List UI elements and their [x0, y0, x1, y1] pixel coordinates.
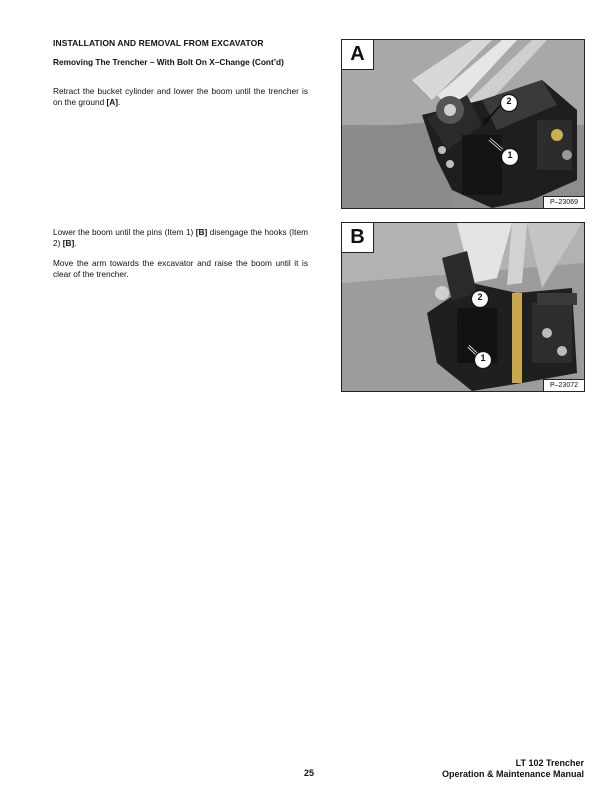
instruction-paragraph-2	[53, 227, 308, 248]
instruction-paragraph-1	[53, 86, 308, 107]
p2-mid: disengage the hooks (Item 2)	[53, 227, 308, 248]
callout-1-label: 1	[480, 353, 486, 363]
p2-figure-ref-2: [B]	[62, 237, 75, 248]
footer-product: LT 102 Trencher	[515, 758, 584, 768]
p2-figure-ref-1: [B]	[195, 227, 208, 237]
p1-end: .	[118, 96, 121, 107]
figure-a-code: P–23069	[543, 196, 584, 208]
callout-1-label: 1	[507, 150, 513, 160]
section-subheading: Removing The Trencher – With Bolt On X–Change (Cont’d)	[53, 57, 284, 67]
figure-a-label: A	[342, 40, 374, 70]
section-heading: INSTALLATION AND REMOVAL FROM EXCAVATOR	[53, 38, 264, 48]
figure-b-code: P–23072	[543, 379, 584, 391]
callout-2-label: 2	[477, 292, 483, 302]
figure-b-photo	[342, 223, 584, 391]
figure-b	[341, 222, 585, 392]
footer-manual: Operation & Maintenance Manual	[441, 769, 584, 779]
p2-text: Lower the boom until the pins (Item 1)	[53, 227, 196, 237]
instruction-paragraph-3: Move the arm towards the excavator and raise the boom until it is clear of the trencher.	[53, 258, 308, 279]
footer-title	[442, 758, 584, 780]
p1-figure-ref: [A]	[106, 96, 119, 107]
figure-b-label: B	[342, 223, 374, 253]
figure-a	[341, 39, 585, 209]
figure-a-photo	[342, 40, 584, 208]
p2-end: .	[74, 237, 77, 248]
p1-text: Retract the bucket cylinder and lower the boom until the trencher is on the ground	[53, 86, 308, 107]
page-number: 25	[304, 768, 315, 778]
callout-2-label: 2	[506, 96, 512, 106]
